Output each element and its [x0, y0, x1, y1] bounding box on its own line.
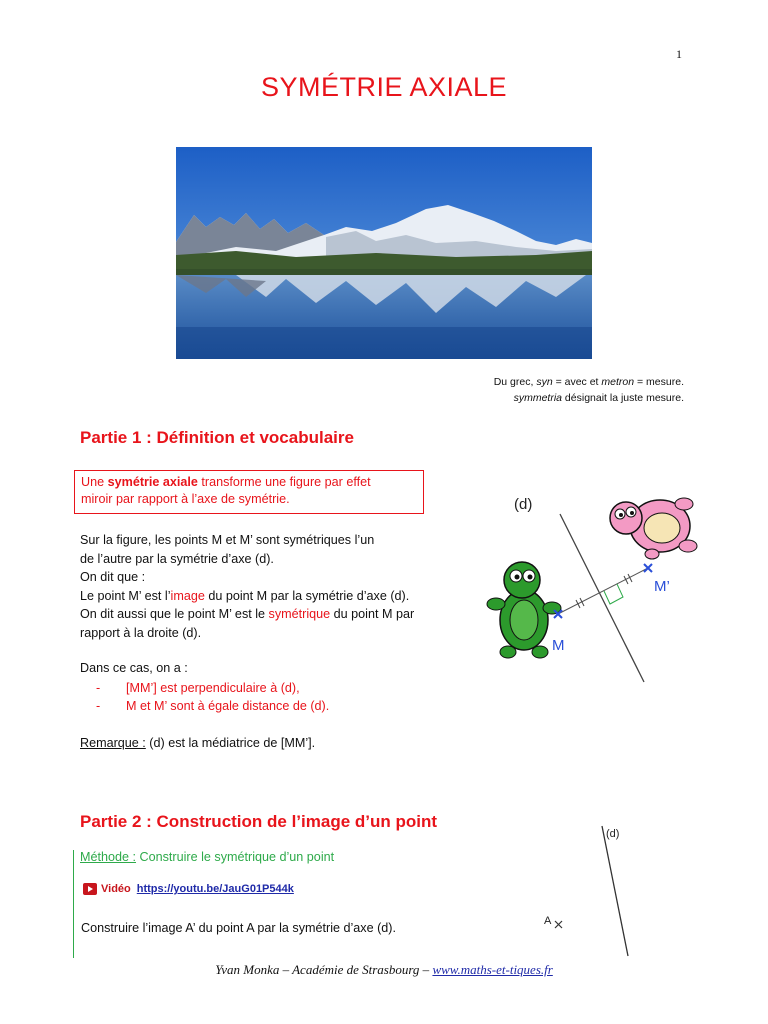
case-intro: Dans ce cas, on a : [80, 661, 188, 675]
caption-text: = avec et [552, 376, 602, 388]
right-angle-mark [604, 584, 623, 604]
axis-label-d: (d) [606, 828, 620, 840]
method-label: Méthode : [80, 850, 137, 864]
paragraph-line: Sur la figure, les points M et M’ sont symétriques l’un [80, 533, 375, 547]
definition-text: transforme une figure par effet [197, 475, 371, 489]
sentence-text: du point M par [330, 607, 415, 621]
definition-term: symétrie axiale [107, 475, 198, 489]
sentence-text: du point M par la symétrie d’axe (d). [204, 588, 410, 603]
video-play-icon[interactable] [83, 883, 97, 895]
sentence-text: On dit aussi que le point M’ est le [80, 607, 269, 621]
point-m-prime-label: M’ [654, 578, 670, 595]
exercise-text: Construire l’image A’ du point A par la symétrie d’axe (d). [81, 921, 396, 935]
list-item: - M et M’ sont à égale distance de (d). [96, 699, 330, 713]
remark [80, 734, 315, 753]
image-sentence [80, 587, 414, 606]
axis-line-d [560, 514, 644, 682]
remark-text: (d) est la médiatrice de [MM’]. [145, 736, 316, 750]
definition-box [74, 470, 424, 514]
video-label: Vidéo [101, 883, 131, 895]
exercise-figure [530, 820, 640, 960]
symmetry-figure [476, 484, 720, 694]
caption-line-1 [494, 374, 684, 390]
caption-text: Du grec, [493, 376, 537, 388]
method-heading [80, 850, 334, 864]
page-title: SYMÉTRIE AXIALE [260, 72, 508, 102]
point-m-prime-cross-icon [644, 564, 652, 572]
caption-line-2 [494, 390, 684, 406]
definition-line-1 [81, 474, 423, 491]
remark-label: Remarque : [80, 736, 146, 750]
video-line [83, 883, 294, 895]
method-text: Construire le symétrique d’un point [136, 850, 335, 864]
paragraph-line: On dit que : [80, 570, 146, 584]
part1-paragraph [80, 531, 414, 642]
caption-text: = mesure. [634, 376, 684, 388]
caption-word-metron: metron [601, 376, 635, 388]
mountain-lake-photo [176, 147, 592, 359]
footer-text: Yvan Monka – Académie de Strasbourg – [215, 962, 433, 977]
footer-link[interactable]: www.maths-et-tiques.fr [432, 962, 553, 977]
symmetric-sentence [80, 605, 414, 624]
caption-word-symmetria: symmetria [513, 392, 563, 404]
caption-text: désignait la juste mesure. [562, 392, 684, 404]
pink-turtle-icon [610, 498, 697, 559]
axis-line-d [602, 826, 628, 956]
list-item-text: M et M’ sont à égale distance de (d). [126, 699, 330, 713]
sentence-text: Le point M’ est l’ [80, 588, 171, 603]
green-turtle-icon [487, 562, 561, 658]
etymology-caption [494, 374, 684, 406]
axis-label-d: (d) [514, 496, 533, 513]
caption-word-syn: syn [536, 376, 553, 388]
segment-mm-prime [558, 568, 648, 614]
term-symmetric: symétrique [268, 607, 331, 621]
properties-list [96, 679, 329, 715]
page-number: 1 [676, 47, 682, 61]
definition-line-2: miroir par rapport à l’axe de symétrie. [81, 492, 290, 506]
point-a-cross-icon [555, 921, 562, 928]
paragraph-line: rapport à la droite (d). [80, 625, 202, 640]
term-image: image [170, 588, 205, 603]
video-link[interactable]: https://youtu.be/JauG01P544k [136, 883, 294, 895]
paragraph-line: de l’autre par la symétrie d’axe (d). [80, 551, 274, 566]
point-a-label: A [544, 915, 552, 927]
list-item-text: [MM’] est perpendiculaire à (d), [126, 681, 300, 695]
footer [0, 962, 768, 978]
definition-text: Une [81, 475, 108, 489]
part1-title: Partie 1 : Définition et vocabulaire [80, 428, 354, 447]
list-item: - [MM’] est perpendiculaire à (d), [96, 681, 300, 695]
method-block [73, 850, 396, 958]
point-m-label: M [552, 637, 565, 654]
part2-title: Partie 2 : Construction de l’image d’un point [80, 812, 438, 831]
